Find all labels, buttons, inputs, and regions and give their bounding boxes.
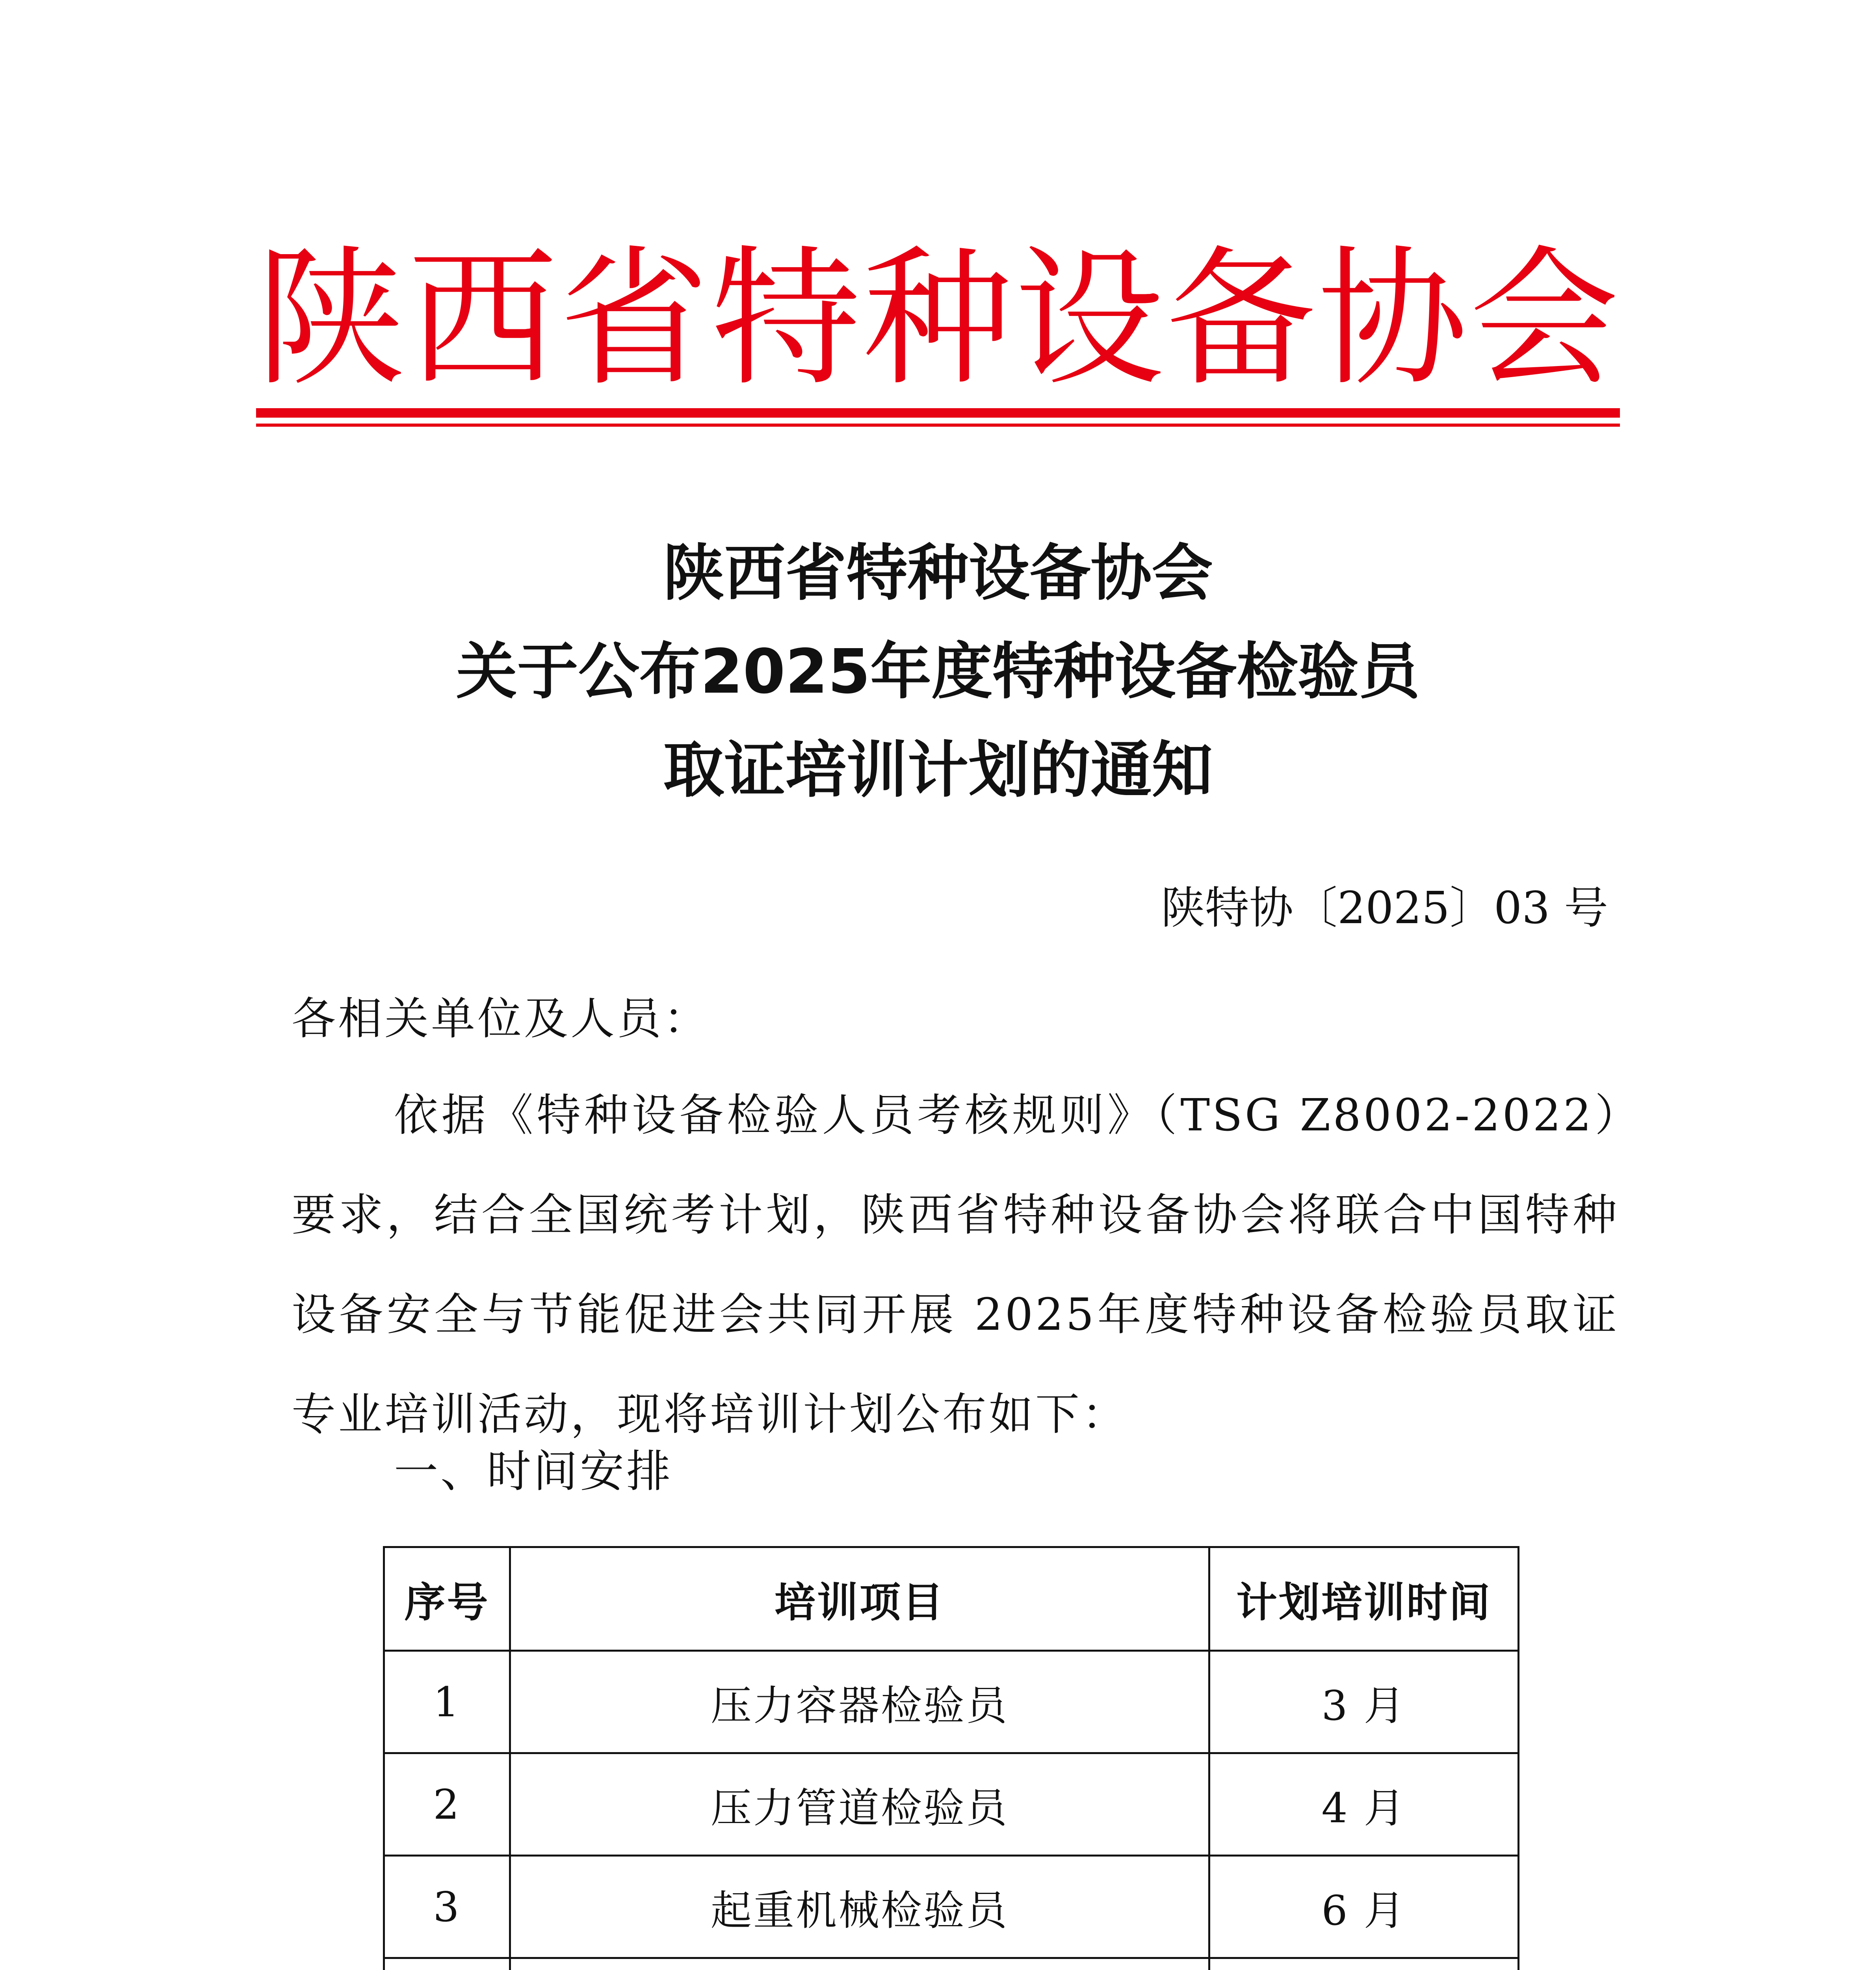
header-time: 计划培训时间 [1209,1547,1519,1651]
header-index: 序号 [384,1547,510,1651]
letterhead-char: 种 [863,232,1012,406]
letterhead-char: 设 [1014,232,1164,406]
training-schedule-table [383,1546,1519,1970]
cell-time [1209,1958,1519,1970]
cell-index: 2 [384,1753,510,1856]
letterhead-char: 备 [1166,232,1316,406]
table-header-row [384,1547,1519,1651]
cell-item: 压力管道检验员 [510,1753,1209,1856]
letterhead-char: 西 [408,232,557,406]
letterhead-rule-thin [256,424,1620,427]
title-line-2: 关于公布2025年度特种设备检验员 [456,636,1420,707]
title-line-1: 陕西省特种设备协会 [663,537,1213,609]
table-row [384,1856,1519,1958]
salutation: 各相关单位及人员： [292,993,710,1044]
letterhead-char: 省 [559,232,709,406]
cell-time: 3 月 [1209,1651,1519,1753]
section-heading-schedule: 一、时间安排 [394,1446,673,1497]
header-item: 培训项目 [510,1547,1209,1651]
letterhead-char: 陕 [256,232,406,406]
cell-time: 6 月 [1209,1856,1519,1958]
letterhead-rule-thick [256,408,1620,418]
letterhead-char: 会 [1469,232,1619,406]
cell-time: 4 月 [1209,1753,1519,1856]
body-paragraph: 依据《特种设备检验人员考核规则》（TSG Z8002-2022）要求，结合全国统考计划，陕西省特种设备协会将联合中国特种设备安全与节能促进会共同开展 2025年度特种设备检验员取证专业培训活动，现将培训计划公布如下： [292,1090,1619,1440]
cell-index: 3 [384,1856,510,1958]
cell-item: 起重机械检验员 [510,1856,1209,1958]
letterhead-char: 协 [1318,232,1467,406]
table-row [384,1753,1519,1856]
cell-index: 1 [384,1651,510,1753]
document-number: 陕特协〔2025〕03 号 [1161,883,1608,934]
table-row [384,1958,1519,1970]
letterhead-char: 特 [711,232,861,406]
document-title [0,524,1876,820]
cell-item [510,1958,1209,1970]
letterhead-org-name [256,232,1619,406]
cell-item: 压力容器检验员 [510,1651,1209,1753]
cell-index [384,1958,510,1970]
title-line-3: 取证培训计划的通知 [663,734,1213,806]
table-row [384,1651,1519,1753]
